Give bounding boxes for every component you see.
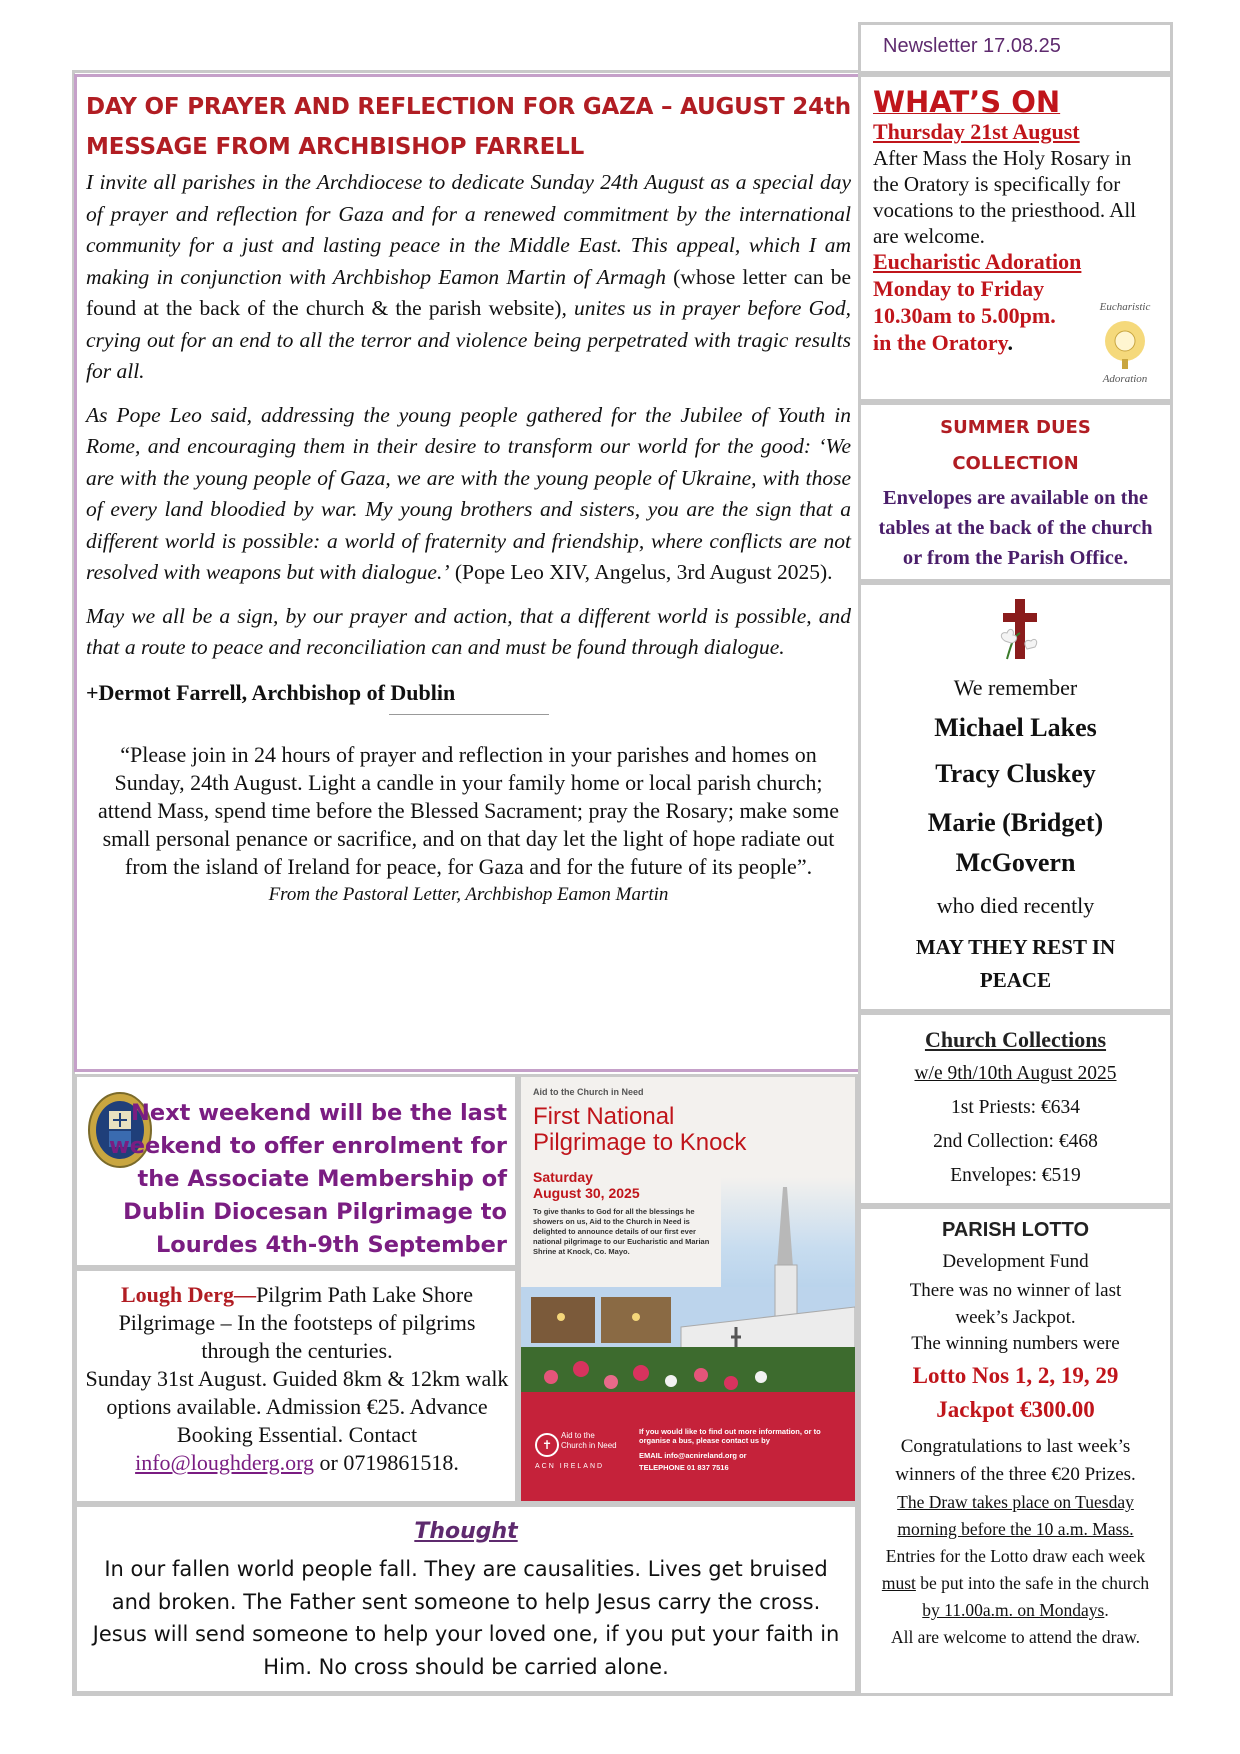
knock-poster-title-2: Pilgrimage to Knock: [533, 1129, 747, 1156]
logo-top-text: Eucharistic: [1099, 301, 1151, 313]
lotto-no-winner: There was no winner of last week’s Jackpot.: [909, 1280, 1122, 1328]
remember-died: who died recently: [936, 893, 1095, 918]
lotto-subtitle: Development Fund: [942, 1251, 1089, 1272]
lotto-draw-rest-a: Entries for the Lotto draw each week: [885, 1546, 1146, 1566]
collections-line-1: 1st Priests: €634: [951, 1097, 1080, 1118]
lourdes-text: [91, 1097, 507, 1295]
thursday-heading: Thursday 21st August: [873, 119, 1080, 144]
newsletter-date-box: [858, 22, 1173, 74]
collections-line-2: 2nd Collection: €468: [933, 1131, 1098, 1152]
remember-rip: MAY THEY REST IN PEACE: [915, 935, 1116, 992]
knock-poster-title-1: First National: [533, 1103, 675, 1130]
lough-derg-text2: Sunday 31st August. Guided 8km & 12km walk options available. Admission €25. Advance Booking Essential. Contact: [85, 1366, 509, 1447]
lotto-congrats: Congratulations to last week’s winners of the three €20 Prizes.: [895, 1436, 1136, 1485]
gaza-quote-source: From the Pastoral Letter, Archbishop Eamon Martin: [268, 883, 669, 905]
gaza-p1-normal: (whose letter can be found at the back of the church & the parish website): [86, 264, 851, 320]
lough-derg-title: Lough Derg—: [121, 1282, 257, 1307]
lotto-all-welcome: All are welcome to attend the draw.: [890, 1627, 1141, 1647]
newsletter-date: Newsletter 17.08.25: [883, 35, 1061, 57]
monstrance-icon: [1090, 315, 1160, 371]
collections-title: Church Collections: [924, 1027, 1107, 1052]
knock-footer-country: ACN IRELAND: [535, 1463, 605, 1470]
summer-dues-title-1: SUMMER DUES: [940, 417, 1091, 438]
lough-derg-email-link[interactable]: info@loughderg.org: [135, 1450, 315, 1475]
cross-lily-icon: [997, 597, 1043, 663]
lotto-draw-info: [871, 1489, 1160, 1651]
thought-title: Thought: [414, 1519, 518, 1544]
remember-name-1: Michael Lakes: [934, 713, 1097, 742]
collections-week: w/e 9th/10th August 2025: [914, 1063, 1117, 1084]
lough-derg-text: [85, 1281, 509, 1477]
lotto-draw-time: The Draw takes place on Tuesday morning before the 10 a.m. Mass.: [897, 1492, 1134, 1539]
lotto-winning: The winning numbers were: [911, 1333, 1120, 1354]
thursday-text: After Mass the Holy Rosary in the Oratory is specifically for vocations to the priesthood. All are welcome.: [873, 146, 1137, 248]
knock-poster-date: August 30, 2025: [533, 1185, 640, 1201]
lotto-title: PARISH LOTTO: [941, 1219, 1090, 1241]
gaza-divider: [389, 714, 549, 715]
knock-poster-footer: [521, 1419, 855, 1501]
lotto-jackpot: Jackpot €300.00: [936, 1397, 1095, 1422]
gaza-title: DAY OF PRAYER AND REFLECTION FOR GAZA – AUGUST 24th MESSAGE FROM ARCHBISHOP FARRELL: [86, 94, 851, 160]
lotto-must: must: [881, 1573, 916, 1593]
summer-dues-text: Envelopes are available on the tables at the back of the church or from the Parish Office.: [878, 487, 1153, 569]
whats-on-box: [858, 74, 1173, 402]
adoration-period: .: [1007, 330, 1013, 355]
knock-footer-info: If you would like to find out more information, or to organise a bus, please contact us by: [639, 1427, 821, 1445]
gaza-p3-italic: May we all be a sign, by our prayer and action, that a different world is possible, and that a route to peace and reconciliation can and must be found through dialogue.: [86, 603, 851, 659]
lough-derg-text1: Pilgrim Path Lake Shore Pilgrimage – In the footsteps of pilgrims through the centuries.: [118, 1282, 476, 1363]
gaza-paragraph-2: [86, 400, 851, 589]
lourdes-text-body: Next weekend will be the last weekend to offer enrolment for the Associate Membership of Dublin Diocesan Pilgrimage to Lourdes 4th-9th September: [108, 1100, 507, 1258]
gaza-p1-italic-b: , unites us in prayer before God, crying out for an end to all the terror and violence being perpetrated with tragic results for all.: [86, 296, 851, 383]
knock-basilica-image: [521, 1177, 855, 1427]
summer-dues-title-2: COLLECTION: [952, 453, 1079, 474]
adoration-times: Monday to Friday 10.30am to 5.00pm. in the Oratory: [873, 276, 1056, 355]
lotto-draw-end: .: [1104, 1600, 1109, 1620]
summer-dues-box: [858, 402, 1173, 582]
gaza-article: [74, 74, 862, 1072]
gaza-p2-normal: (Pope Leo XIV, Angelus, 3rd August 2025).: [449, 560, 833, 584]
gaza-p2-italic: As Pope Leo said, addressing the young people gathered for the Jubilee of Youth in Rome, and encouraging them in their desire to transform our world for the good: ‘We are with the young people of Gaza, we are with the young people of Ukraine, with those of every land bloodied by war. My young brothers and sisters, you are the sign that a different world is possible: a world of fraternity and friendship, where conflicts are not resolved with weapons but with dialogue.’: [86, 402, 851, 584]
knock-footer-email: EMAIL info@acnireland.org or: [639, 1451, 747, 1460]
lotto-by-time: by 11.00a.m. on Mondays: [922, 1600, 1105, 1620]
gaza-p1-italic-a: I invite all parishes in the Archdiocese to dedicate Sunday 24th August as a special day of prayer and reflection for Gaza and for a renewed commitment by the international community for a just and lasting peace in the Middle East. This appeal, which I am making in conjunction with Archbishop Eamon Martin of Armagh: [86, 170, 851, 289]
acn-logo-icon: ✝: [535, 1433, 559, 1457]
remember-box: [858, 582, 1173, 1012]
lourdes-box: [74, 1074, 518, 1268]
lough-derg-phone: or 0719861518.: [314, 1450, 459, 1475]
remember-intro: We remember: [953, 675, 1078, 700]
remember-name-3: Marie (Bridget) McGovern: [927, 808, 1104, 877]
gaza-paragraph-3: [86, 601, 851, 664]
remember-name-2: Tracy Cluskey: [935, 759, 1096, 788]
collections-line-3: Envelopes: €519: [950, 1165, 1081, 1186]
collections-box: [858, 1012, 1173, 1206]
gaza-signature: +Dermot Farrell, Archbishop of Dublin: [86, 679, 456, 705]
knock-poster-org: Aid to the Church in Need: [533, 1087, 644, 1097]
lotto-draw-rest-b: be put into the safe in the church: [915, 1573, 1150, 1593]
lotto-box: [858, 1206, 1173, 1696]
whats-on-title: WHAT’S ON: [873, 85, 1061, 119]
logo-bottom-text: Adoration: [1102, 373, 1148, 385]
lotto-numbers: Lotto Nos 1, 2, 19, 29: [912, 1363, 1119, 1388]
thought-text: In our fallen world people fall. They are causalities. Lives get bruised and broken. The Father sent someone to help Jesus carry the cross. Jesus will send someone to help your loved one, if you put your faith in Him. No cross should be carried alone.: [92, 1557, 840, 1679]
thought-box: [74, 1504, 858, 1694]
gaza-paragraph-1: [86, 167, 851, 388]
knock-poster-day: Saturday: [533, 1169, 593, 1185]
knock-footer-org: Aid to the Church in Need: [561, 1431, 617, 1450]
adoration-text: [873, 275, 1078, 356]
knock-poster-blurb: To give thanks to God for all the blessings he showers on us, Aid to the Church in Need is delighted to announce details of our first ever national pilgrimage to our Eucharistic and Marian Shrine at Knock, Co. Mayo.: [533, 1207, 710, 1256]
knock-footer-phone: TELEPHONE 01 837 7516: [639, 1463, 729, 1472]
adoration-heading: Eucharistic Adoration: [873, 249, 1082, 274]
lough-derg-box: [74, 1268, 518, 1504]
knock-poster: [518, 1074, 858, 1504]
gaza-quote: “Please join in 24 hours of prayer and reflection in your parishes and homes on Sunday, 24th August. Light a candle in your family home or local parish church; attend Mass, spend time before the Blessed Sacrament; pray the Rosary; make some small personal penance or sacrifice, and on that day let the light of hope radiate out from the island of Ireland for peace, for Gaza and for the future of its people”.: [97, 741, 840, 879]
eucharistic-adoration-logo: [1090, 301, 1160, 385]
